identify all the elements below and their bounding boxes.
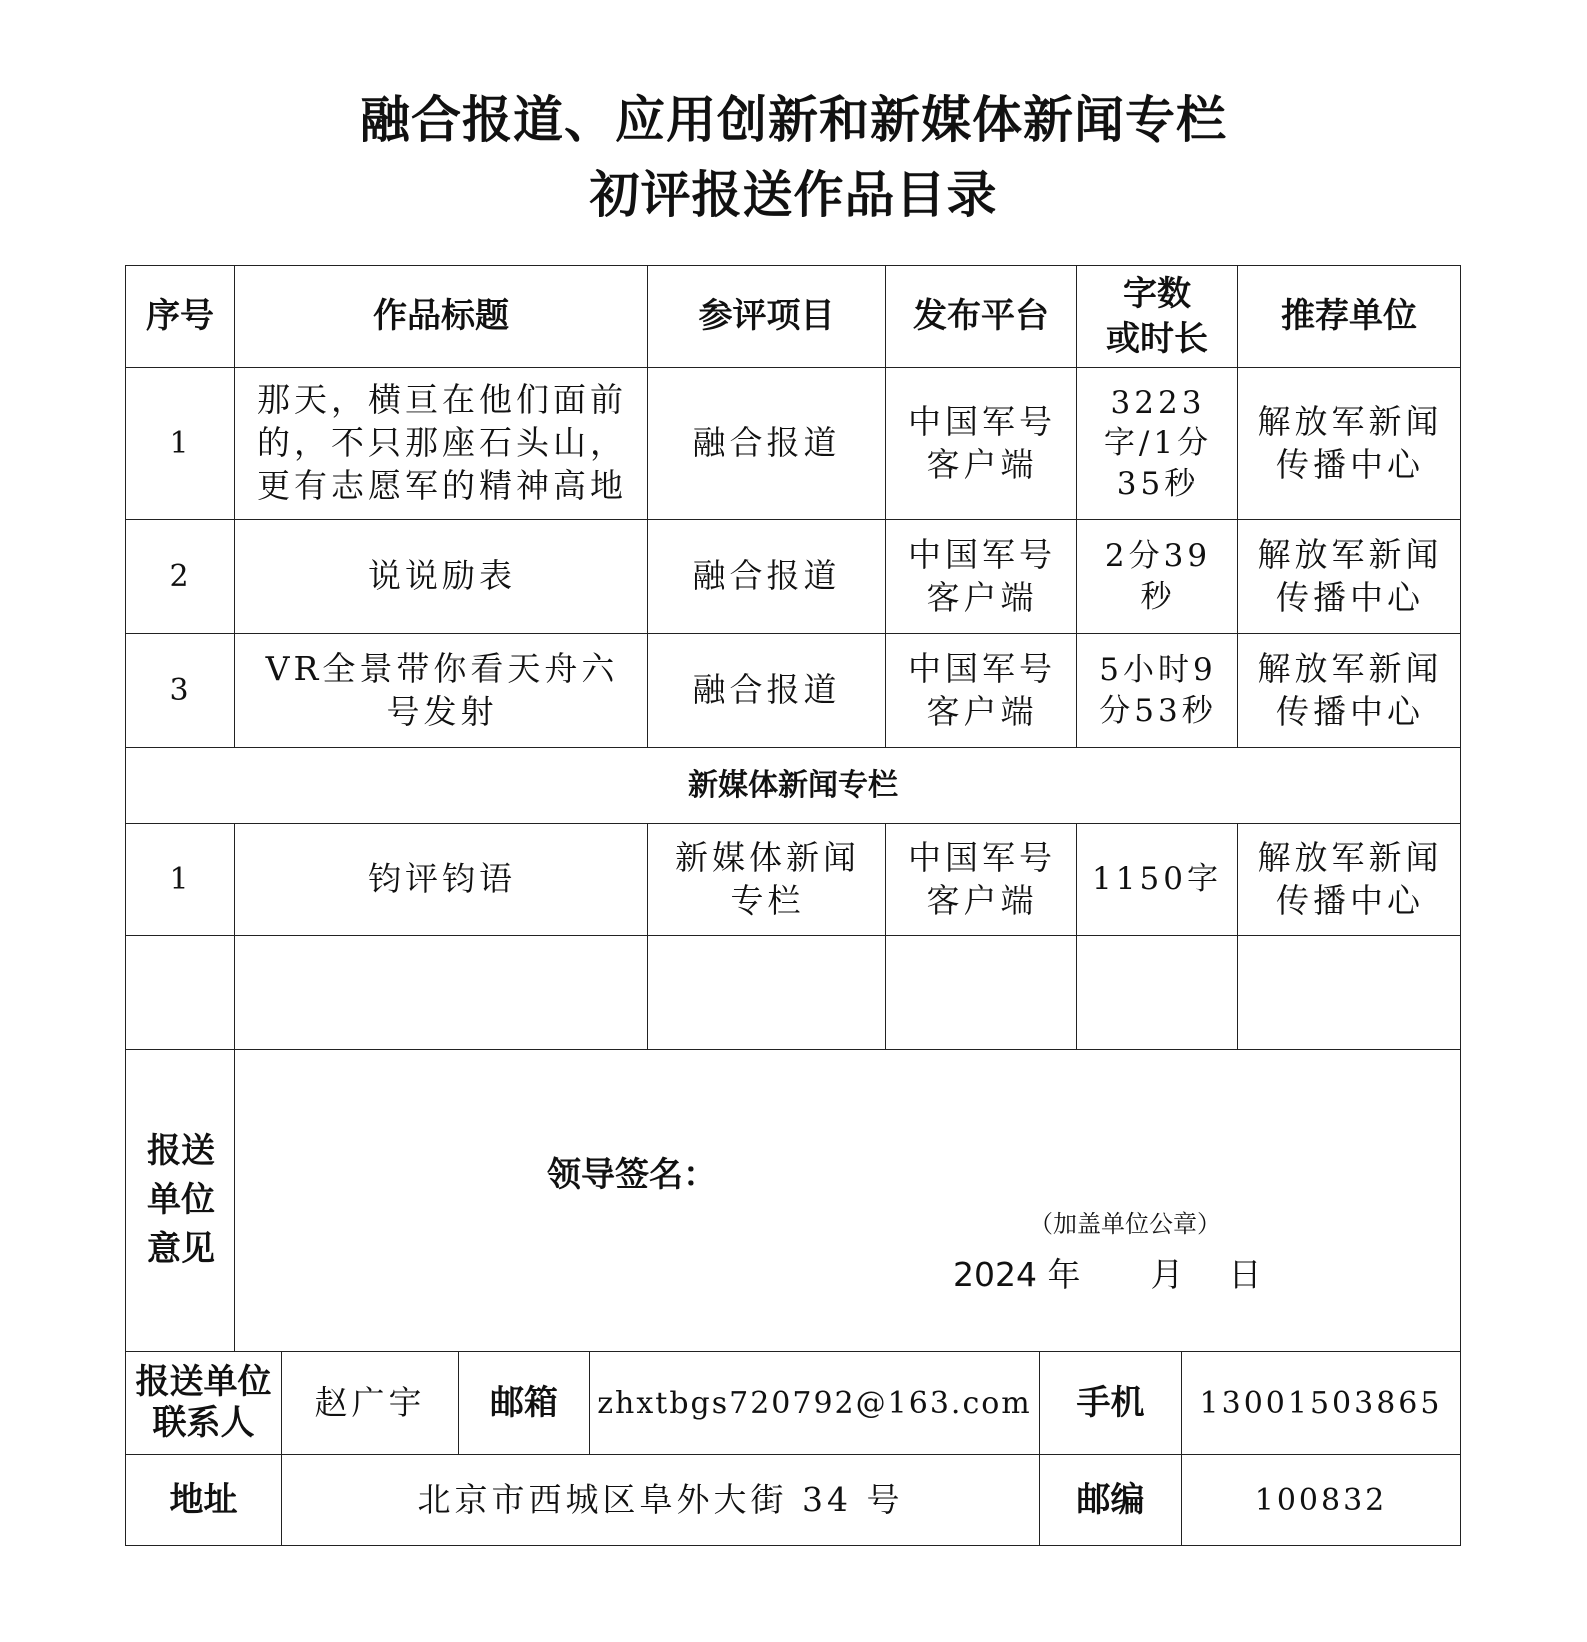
cell-category: 新媒体新闻专栏 bbox=[675, 837, 860, 920]
table-row bbox=[125, 823, 235, 936]
date-day: 日 bbox=[1228, 1254, 1262, 1294]
opinion-label-cell bbox=[125, 1049, 235, 1352]
empty-cell bbox=[1237, 935, 1461, 1050]
contact-name-cell bbox=[281, 1351, 459, 1455]
cell-title: 那天，横亘在他们面前的，不只那座石头山，更有志愿军的精神高地 bbox=[257, 380, 627, 505]
empty-cell bbox=[1076, 935, 1238, 1050]
table-cell bbox=[1076, 633, 1238, 748]
address-cell bbox=[281, 1454, 1040, 1546]
table-cell bbox=[885, 823, 1077, 936]
seal-note: （加盖单位公章） bbox=[1029, 1210, 1221, 1239]
table-cell bbox=[1237, 367, 1461, 520]
cell-platform: 中国军号客户端 bbox=[908, 401, 1056, 484]
cell-category: 融合报道 bbox=[692, 556, 841, 596]
cell-platform: 中国军号客户端 bbox=[908, 837, 1056, 920]
table-cell bbox=[647, 633, 886, 748]
section-header-row bbox=[125, 747, 1461, 824]
signature-label: 领导签名： bbox=[547, 1154, 717, 1195]
cell-title: VR全景带你看天舟六号发射 bbox=[265, 648, 619, 731]
address-label-cell bbox=[125, 1454, 282, 1546]
header-cell bbox=[234, 265, 648, 368]
table-cell bbox=[1237, 633, 1461, 748]
document-subtitle: 初评报送作品目录 bbox=[589, 166, 998, 224]
table-cell bbox=[234, 519, 648, 634]
table-cell bbox=[234, 367, 648, 520]
postcode-label: 邮编 bbox=[1076, 1479, 1145, 1520]
section-label: 新媒体新闻专栏 bbox=[688, 768, 898, 803]
opinion-label: 报送单位意见 bbox=[147, 1130, 215, 1270]
table-cell bbox=[1237, 519, 1461, 634]
phone-value: 13001503865 bbox=[1199, 1385, 1443, 1421]
empty-cell bbox=[885, 935, 1077, 1050]
cell-length: 3223字/1分35秒 bbox=[1103, 385, 1213, 502]
address-label: 地址 bbox=[169, 1479, 238, 1520]
cell-platform: 中国军号客户端 bbox=[908, 648, 1056, 731]
cell-recommender: 解放军新闻传播中心 bbox=[1257, 648, 1443, 731]
table-cell bbox=[234, 633, 648, 748]
table-cell bbox=[647, 367, 886, 520]
cell-title: 钧评钧语 bbox=[368, 859, 516, 899]
cell-category: 融合报道 bbox=[692, 670, 841, 710]
header-title: 作品标题 bbox=[373, 296, 509, 337]
table-cell bbox=[1076, 823, 1238, 936]
phone-label: 手机 bbox=[1076, 1382, 1145, 1423]
table-cell bbox=[1237, 823, 1461, 936]
cell-recommender: 解放军新闻传播中心 bbox=[1257, 534, 1443, 617]
email-cell bbox=[589, 1351, 1040, 1455]
table-cell bbox=[647, 519, 886, 634]
table-row bbox=[125, 633, 235, 748]
cell-platform: 中国军号客户端 bbox=[908, 534, 1056, 617]
cell-seq: 3 bbox=[169, 673, 191, 708]
cell-recommender: 解放军新闻传播中心 bbox=[1257, 837, 1443, 920]
table-cell bbox=[885, 367, 1077, 520]
empty-cell bbox=[647, 935, 886, 1050]
header-length bbox=[1077, 266, 1237, 367]
header-platform: 发布平台 bbox=[913, 296, 1049, 337]
table-cell bbox=[1076, 367, 1238, 520]
cell-length: 5小时9分53秒 bbox=[1099, 652, 1217, 729]
header-cell bbox=[125, 265, 235, 368]
contact-name: 赵广宇 bbox=[314, 1382, 426, 1422]
header-cell bbox=[885, 265, 1077, 368]
address-value: 北京市西城区阜外大街 34 号 bbox=[417, 1479, 904, 1519]
cell-length: 1150字 bbox=[1092, 861, 1222, 898]
header-recommender: 推荐单位 bbox=[1281, 296, 1417, 337]
cell-title: 说说励表 bbox=[368, 556, 516, 596]
postcode-value: 100832 bbox=[1254, 1482, 1388, 1518]
table-cell bbox=[234, 823, 648, 936]
cell-seq: 1 bbox=[169, 862, 191, 897]
opinion-cell bbox=[234, 1049, 1461, 1352]
phone-cell bbox=[1181, 1351, 1461, 1455]
header-category: 参评项目 bbox=[698, 296, 835, 337]
table-cell bbox=[647, 823, 886, 936]
contact-label-cell bbox=[125, 1351, 282, 1455]
cell-recommender: 解放军新闻传播中心 bbox=[1257, 401, 1443, 484]
table-row bbox=[125, 519, 235, 634]
table-cell bbox=[1076, 519, 1238, 634]
document-title: 融合报道、应用创新和新媒体新闻专栏 bbox=[360, 91, 1227, 149]
header-cell bbox=[1237, 265, 1461, 368]
table-cell bbox=[885, 519, 1077, 634]
contact-label: 报送单位联系人 bbox=[135, 1362, 272, 1443]
email-value: zhxtbgs720792@163.com bbox=[597, 1385, 1032, 1421]
header-length-line2: 或时长 bbox=[1106, 318, 1208, 359]
cell-category: 融合报道 bbox=[692, 423, 841, 463]
postcode-cell bbox=[1181, 1454, 1461, 1546]
postcode-label-cell bbox=[1039, 1454, 1182, 1546]
header-cell bbox=[1076, 265, 1238, 368]
email-label-cell bbox=[458, 1351, 590, 1455]
cell-seq: 2 bbox=[169, 559, 191, 594]
empty-cell bbox=[125, 935, 235, 1050]
email-label: 邮箱 bbox=[490, 1382, 558, 1423]
empty-cell bbox=[234, 935, 648, 1050]
header-cell bbox=[647, 265, 886, 368]
header-length-line1: 字数 bbox=[1123, 274, 1191, 315]
table-cell bbox=[885, 633, 1077, 748]
date-year: 2024 年 bbox=[953, 1254, 1081, 1294]
phone-label-cell bbox=[1039, 1351, 1182, 1455]
table-row bbox=[125, 367, 235, 520]
header-seq: 序号 bbox=[146, 296, 214, 337]
date-month: 月 bbox=[1150, 1254, 1184, 1294]
cell-seq: 1 bbox=[169, 426, 191, 461]
cell-length: 2分39秒 bbox=[1104, 538, 1212, 615]
